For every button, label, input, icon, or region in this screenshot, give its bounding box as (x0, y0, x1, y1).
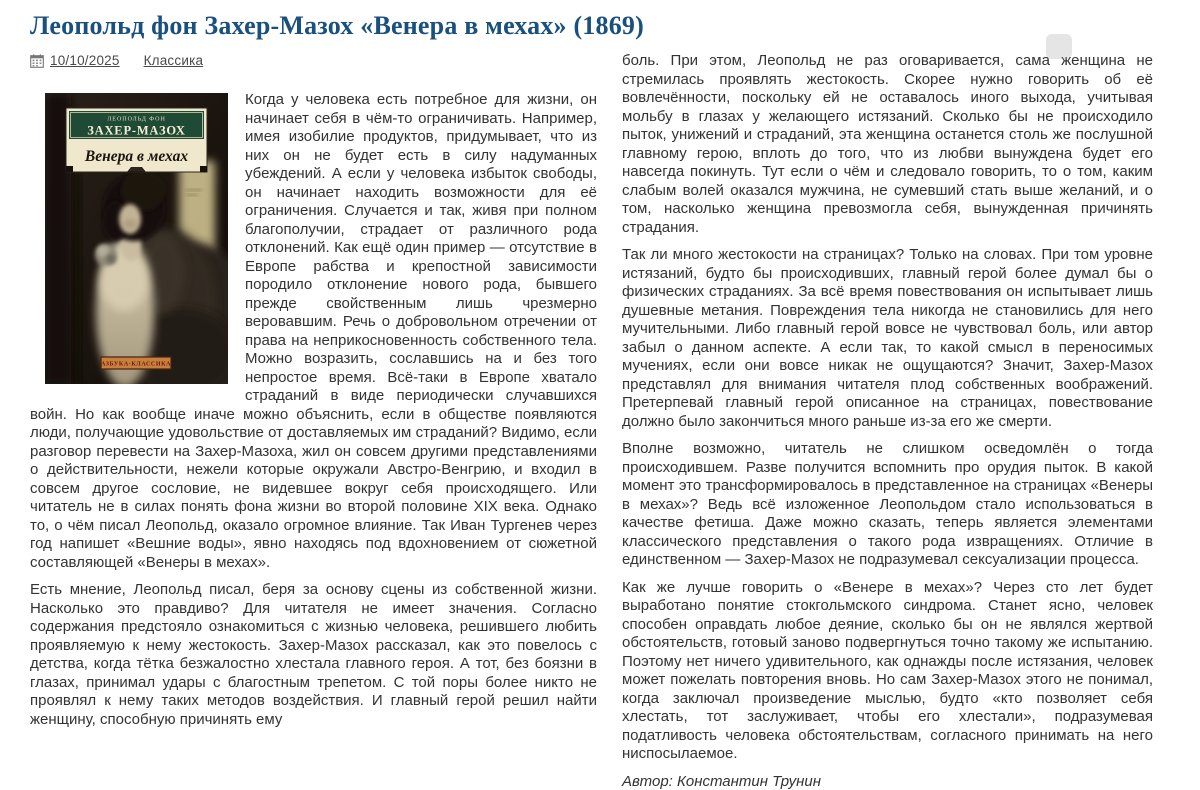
calendar-icon (30, 54, 44, 68)
cover-author-small: ЛЕОПОЛЬД ФОН (107, 116, 166, 123)
cover-publisher-label (101, 357, 171, 369)
article-column-2 (622, 49, 1153, 790)
post-date (30, 53, 120, 68)
paragraph: боль. При этом, Леопольд не раз оговаривается, сама женщина не стремилась проявлять жестокость. Скорее нужно говорить об её вовлечённости, поскольку ей не оставалось иного выхода, учитывая мольбу в глазах у желающего истязаний. Сколько бы не происходило пыток, унижений и страданий, эта женщина останется столь же послушной главному герою, вплоть до того, что из любви вынуждена будет его навсегда покинуть. Тут если о чём и следовало говорить, то о том, каким слабым волей оказался мужчина, не сумевший стать выше желаний, и о том, насколько женщина превозмогла себя, вынужденная причинять страдания. (622, 52, 1153, 236)
page-title: Леопольд фон Захер-Мазох «Венера в мехах» (1869) (30, 11, 644, 40)
book-cover-image (45, 93, 228, 384)
article-page (0, 10, 1200, 790)
cover-title-label (66, 108, 207, 172)
paragraph: Есть мнение, Леопольд писал, беря за основу сцены из собственной жизни. Насколько это правдиво? Для читателя не имеет значения. Согласно содержания предстояло ознакомиться с жизнью человека, решившего любить проявляемую к нему жестокость. Захер-Мазох рассказал, как это повелось с детства, когда тётка безжалостно хлестала главного героя. А тот, без боязни в глазах, принимал удары с благостным трепетом. С той поры более никто не проявлял к нему таких методов воздействия. И главный герой решил найти женщину, способную причинять ему (30, 581, 597, 728)
post-date-link[interactable]: 10/10/2025 (50, 53, 120, 69)
post-meta (30, 53, 597, 68)
cover-publisher-text: АЗБУКА-КЛАССИКА (100, 361, 172, 368)
paragraph: Как же лучше говорить о «Венере в мехах»? Через сто лет будет выработано понятие стокгольмского синдрома. Станет ясно, человек способен оправдать любое деяние, сколько бы он не являлся жертвой обстоятельств, готовый заново подвергнуться точно такому же испытанию. Поэтому нет ничего удивительного, как однажды после истязания, человек может пожелать повторения вновь. Но сам Захер-Мазох этого не понимал, когда заключал произведение мыслью, будто «кто позволяет себя хлестать, тот заслуживает, чтобы его хлестали», подразумевая податливость человека обстоятельствам, согласного принимать на него ниспосылаемое. (622, 578, 1153, 763)
author-line: Автор: Константин Трунин (622, 772, 821, 790)
cover-book-title: Венера в мехах (84, 148, 189, 166)
book-cover-art (45, 93, 228, 384)
article-column-1 (30, 49, 597, 738)
article-columns (30, 49, 1172, 790)
floating-scroll-button[interactable] (1046, 34, 1072, 59)
paragraph: Когда у человека есть потребное для жизни, он начинает себя в чём-то ограничивать. Например, имея изобилие продуктов, придумывает, что из них он не будет есть в силу надуманных убеждений. А если у человека избыток свободы, он начинает находить возможности для её ограничения. Случается и так, живя при полном благополучии, страдает от различного рода отклонений. Как ещё один пример — отсутствие в Европе рабства и крепостной зависимости породило отклонение нового рода, бывшего прежде свойственным лишь чрезмерно веровавшим. Речь о добровольном отречении от права на неприкосновенность собственного тела. Можно возразить, сославшись на и без того непростое время. Всё-таки в Европе хватало страданий в виде периодически случавшихся войн. Но как вообще иначе можно объяснить, если в обществе появляются люди, получающие удовольствие от доставляемых им страданий? Видимо, если разговор перевести на Захер-Мазоха, жил он совсем другими представлениями о действительности, нежели которые окружали Австро-Венгрию, и входил в совсем другое сословие, не видевшее вокруг себя происходящего. Или читатель не в силах понять фона жизни во второй половине XIX века. Однако то, о чём писал Леопольд, оказало огромное влияние. Так Иван Тургенев через год напишет «Вешние воды», явно находясь под вдохновением от сюжетной составляющей «Венеры в мехах». (30, 91, 597, 571)
paragraph: Так ли много жестокости на страницах? Только на словах. При том уровне истязаний, будто бы происходивших, главный герой более думал бы о физических страданиях. За всё время повествования он испытывает лишь душевные метания. Повреждения тела никогда не становились для него мучительными. Либо главный герой вовсе не чувствовал боль, или автор забыл о данном аспекте. А если так, то какой смысл в переносимых мучениях, если они вовсе никак не ощущаются? Значит, Захер-Мазох представлял для внимания читателя плод собственных воображений. Претерпевай главный герой описанное на страницах, повествование должно было закончиться много раньше из-за его же смерти. (622, 246, 1153, 430)
category-link[interactable]: Классика (143, 53, 204, 69)
paragraph: Вполне возможно, читатель не слишком осведомлён о тогда происходившем. Разве получится вспомнить про орудия пыток. В какой момент это трансформировалось в представленное на страницах «Венеры в мехах»? Ведь всё изложенное Леопольдом стало использоваться в качестве фетиша. Даже можно сказать, теперь является элементами классического представления о такого рода извращениях. Отличие в единственном — Захер-Мазох не подразумевал сексуализации процесса. (622, 440, 1153, 569)
cover-author-large: ЗАХЕР-МАЗОХ (87, 123, 186, 138)
